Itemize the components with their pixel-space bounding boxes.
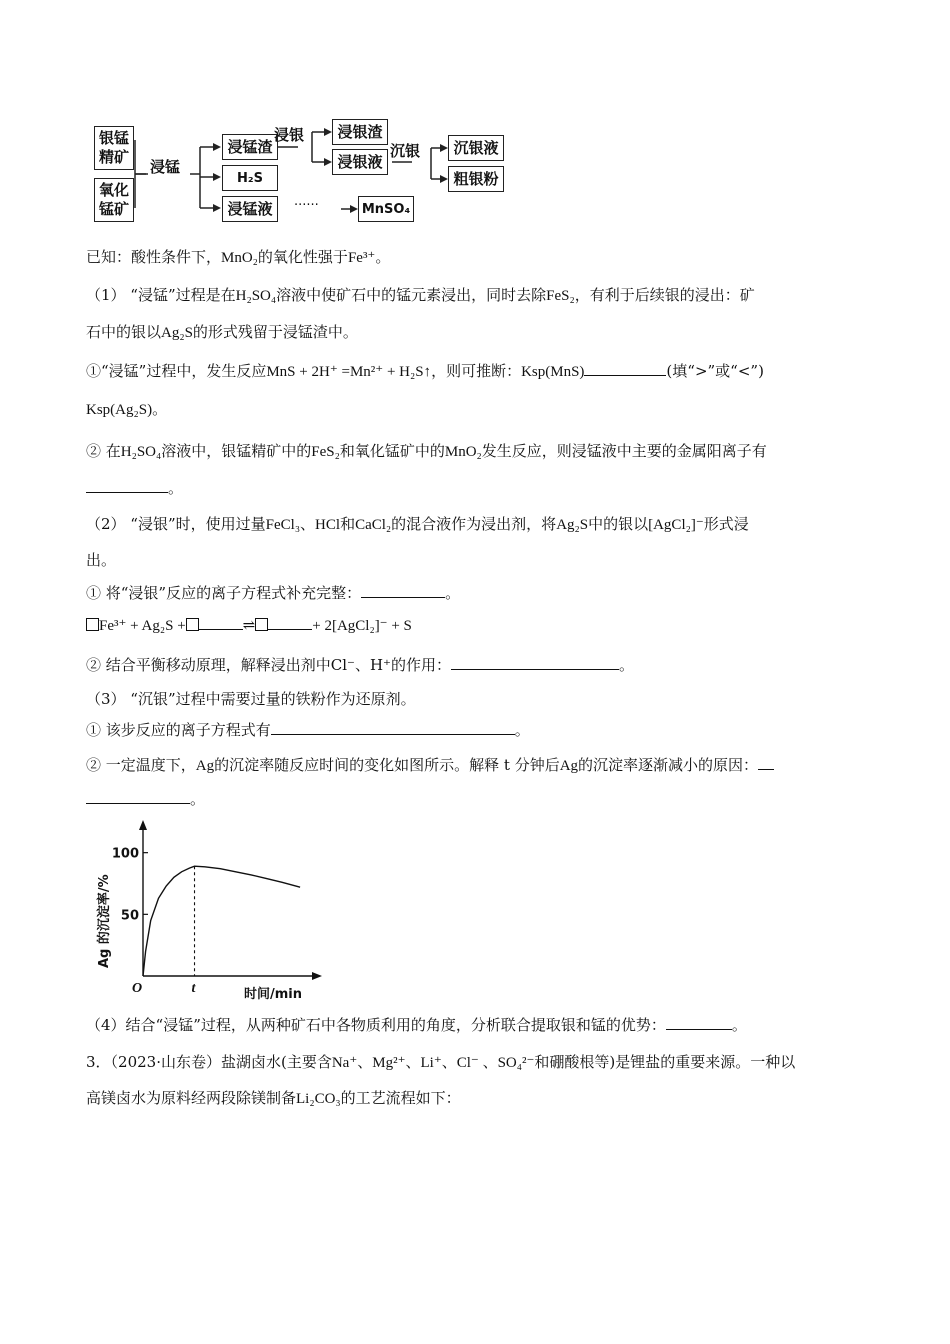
y-axis-arrow <box>139 820 147 830</box>
p3-text-a: 3．（2023·山东卷）盐湖卤水(主要含 <box>86 1053 332 1071</box>
q1-1-text-d: 。 <box>152 400 168 418</box>
q1-1-line <box>86 361 862 382</box>
q4-text: （4）结合“浸锰”过程，从两种矿石中各物质利用的角度，分析联合提取银和锰的优势： <box>86 1016 666 1034</box>
q1-1-ksp-mns: Ksp(MnS) <box>521 364 585 380</box>
q3-2-text-b: 的沉淀率随反应时间的变化如图所示。解释 t 分钟后 <box>214 756 560 774</box>
q3-2-line <box>86 755 862 776</box>
process-flowchart <box>86 112 516 230</box>
q1-text-c: ，有利于后续银的浸出：矿 <box>574 286 755 304</box>
q1-2-formula-2: FeS₂ <box>311 444 340 460</box>
q3-line <box>86 689 862 709</box>
q3-2-text-a: ② 一定温度下， <box>86 756 196 774</box>
q1-2-formula-3: MnO₂ <box>444 444 482 460</box>
q1-2-answer-blank[interactable] <box>86 478 168 493</box>
q3-2-answer-blank-b[interactable] <box>86 789 190 804</box>
t-label: t <box>191 981 196 996</box>
coef-box-1[interactable] <box>86 618 99 631</box>
q1-1-line-2 <box>86 399 862 420</box>
q1-2-text-a: ② 在 <box>86 442 121 460</box>
q2-2-text: ② 结合平衡移动原理，解释浸出剂中Cl⁻、H⁺的作用： <box>86 656 451 674</box>
q2-2-line <box>86 655 862 675</box>
q3-2-answer-blank-a[interactable] <box>758 755 774 770</box>
known-text-b: 的氧化性强于 <box>257 248 348 266</box>
origin-label: O <box>132 981 143 996</box>
q2-formula-3: Ag₂S <box>556 517 589 533</box>
step-precip-label: 沉银 <box>390 142 421 160</box>
q4-answer-blank[interactable] <box>666 1015 732 1030</box>
q2-formula-1: FeCl₃、HCl <box>265 517 341 533</box>
q2-formula-4: [AgCl₂]⁻ <box>648 517 704 533</box>
p3-formula: Li₂CO₃ <box>296 1091 341 1107</box>
q2-eq-part-c: + 2[AgCl₂]⁻ + S <box>312 618 412 634</box>
problem3-line-1 <box>86 1052 862 1073</box>
q2-text-c: 的混合液作为浸出剂，将 <box>391 515 557 533</box>
q2-line-2 <box>86 550 862 570</box>
p3-text-d: 的工艺流程如下： <box>340 1089 461 1107</box>
q1-2-line-2 <box>86 478 862 498</box>
precipitation-curve <box>143 866 300 976</box>
q1-2-line <box>86 441 862 462</box>
x-axis-label: 时间/min <box>244 987 303 1002</box>
q2-formula-2: CaCl₂ <box>355 517 392 533</box>
q2-2-end: 。 <box>618 656 634 674</box>
q2-text-b: 和 <box>340 515 356 533</box>
known-text-a: 已知：酸性条件下， <box>86 248 222 266</box>
coef-box-2[interactable] <box>186 618 199 631</box>
known-line <box>86 247 862 268</box>
q2-line-1 <box>86 514 862 535</box>
q1-2-text-b: 溶液中，银锰精矿中的 <box>161 442 312 460</box>
p3-ions: Na⁺、Mg²⁺、Li⁺、Cl⁻ 、SO₄²⁻ <box>331 1055 535 1071</box>
q1-1-ksp-ag2s: Ksp(Ag₂S) <box>86 402 153 418</box>
y-tick-label: 50 <box>120 908 139 924</box>
q2-1-answer-blank[interactable] <box>361 583 445 598</box>
q1-formula-1: H₂SO₄ <box>235 288 277 304</box>
q1-1-text-a: ①“浸锰”过程中，发生反应 <box>86 362 267 380</box>
known-text-d: 。 <box>375 248 391 266</box>
q1-2-text-e: 。 <box>168 479 184 497</box>
p3-text-b: 和硼酸根等)是锂盐的重要来源。一种以 <box>534 1053 796 1071</box>
q1-formula-2: FeS₂ <box>546 288 575 304</box>
q2-text-g: 出。 <box>86 551 117 569</box>
q1-2-text-c: 和氧化锰矿中的 <box>339 442 445 460</box>
ag-liquor-box: 浸银液 <box>332 149 388 175</box>
residue-box: 浸锰渣 <box>222 134 278 160</box>
q1-1-text-b: ，则可推断： <box>431 362 522 380</box>
q3-1-line <box>86 720 862 740</box>
q1-line-2 <box>86 322 862 343</box>
p3-text-c: 高镁卤水为原料经两段除镁制备 <box>86 1089 297 1107</box>
q3-text: （3） “沉银”过程中需要过量的铁粉作为还原剂。 <box>86 690 416 708</box>
ore-mn-box: 氧化锰矿 <box>94 178 134 222</box>
q3-2-line-2 <box>86 789 862 809</box>
chart-svg <box>86 818 326 1003</box>
q2-eq-arrow: ⇌ <box>242 618 256 634</box>
q2-eq-part-a: Fe³⁺ + Ag₂S + <box>99 618 186 634</box>
q3-1-end: 。 <box>514 721 530 739</box>
crude-ag-box: 粗银粉 <box>448 166 504 192</box>
q2-1-end: 。 <box>445 584 461 602</box>
q2-text-d: 中的银以 <box>588 515 649 533</box>
known-formula-2: Fe³⁺ <box>347 250 376 266</box>
q3-2-end: 。 <box>190 790 206 808</box>
q4-end: 。 <box>731 1016 747 1034</box>
q2-2-answer-blank[interactable] <box>451 655 619 670</box>
product-box: MnSO₄ <box>358 196 414 222</box>
q3-2-formula-1: Ag <box>195 758 215 774</box>
q1-text-e: 的形式残留于浸锰渣中。 <box>192 323 358 341</box>
q4-line <box>86 1015 862 1035</box>
y-tick-label: 100 <box>111 846 139 862</box>
q1-line-1 <box>86 285 862 306</box>
q1-text-b: 溶液中使矿石中的锰元素浸出，同时去除 <box>276 286 547 304</box>
q1-1-answer-blank[interactable] <box>584 361 666 376</box>
known-formula: MnO₂ <box>221 250 258 266</box>
q1-2-formula-1: H₂SO₄ <box>120 444 162 460</box>
q1-2-text-d: 发生反应，则浸锰液中主要的金属阳离子有 <box>481 442 767 460</box>
q3-2-formula-2: Ag <box>559 758 579 774</box>
q1-text-a: （1） “浸锰”过程是在 <box>86 286 236 304</box>
mn-liquor-box: 浸锰液 <box>222 196 278 222</box>
q2-1-text: ① 将“浸银”反应的离子方程式补充完整： <box>86 584 362 602</box>
q1-1-equation: MnS + 2H⁺ =Mn²⁺ + H₂S↑ <box>266 364 432 380</box>
q3-2-text-c: 的沉淀率逐渐减小的原因： <box>578 756 759 774</box>
ag-precipitation-chart <box>86 818 326 1003</box>
q2-1-line <box>86 583 862 603</box>
q2-text-e: 形式浸 <box>703 515 749 533</box>
x-axis-arrow <box>312 972 322 980</box>
step-leach-mn-label: 浸锰 <box>150 158 181 176</box>
q2-text-a: （2） “浸银”时，使用过量 <box>86 515 266 533</box>
q1-text-d: 石中的银以 <box>86 323 162 341</box>
q1-formula-3: Ag₂S <box>161 325 193 341</box>
q2-equation-line <box>86 615 862 636</box>
problem3-line-2 <box>86 1088 862 1109</box>
gas-box: H₂S <box>222 165 278 191</box>
flow-dots: ······ <box>294 198 319 213</box>
step-leach-ag-label: 浸银 <box>274 126 305 144</box>
ore-silver-box: 银锰精矿 <box>94 126 134 170</box>
precip-liquor-box: 沉银液 <box>448 135 504 161</box>
q1-1-text-c: (填“>”或“<”) <box>666 362 764 380</box>
coef-box-3[interactable] <box>255 618 268 631</box>
q3-1-answer-blank[interactable] <box>271 720 515 735</box>
q3-1-text: ① 该步反应的离子方程式有 <box>86 721 271 739</box>
species-blank-1[interactable] <box>199 615 243 630</box>
ag-residue-box: 浸银渣 <box>332 119 388 145</box>
y-axis-label: Ag 的沉淀率/% <box>97 874 112 968</box>
species-blank-2[interactable] <box>268 615 312 630</box>
